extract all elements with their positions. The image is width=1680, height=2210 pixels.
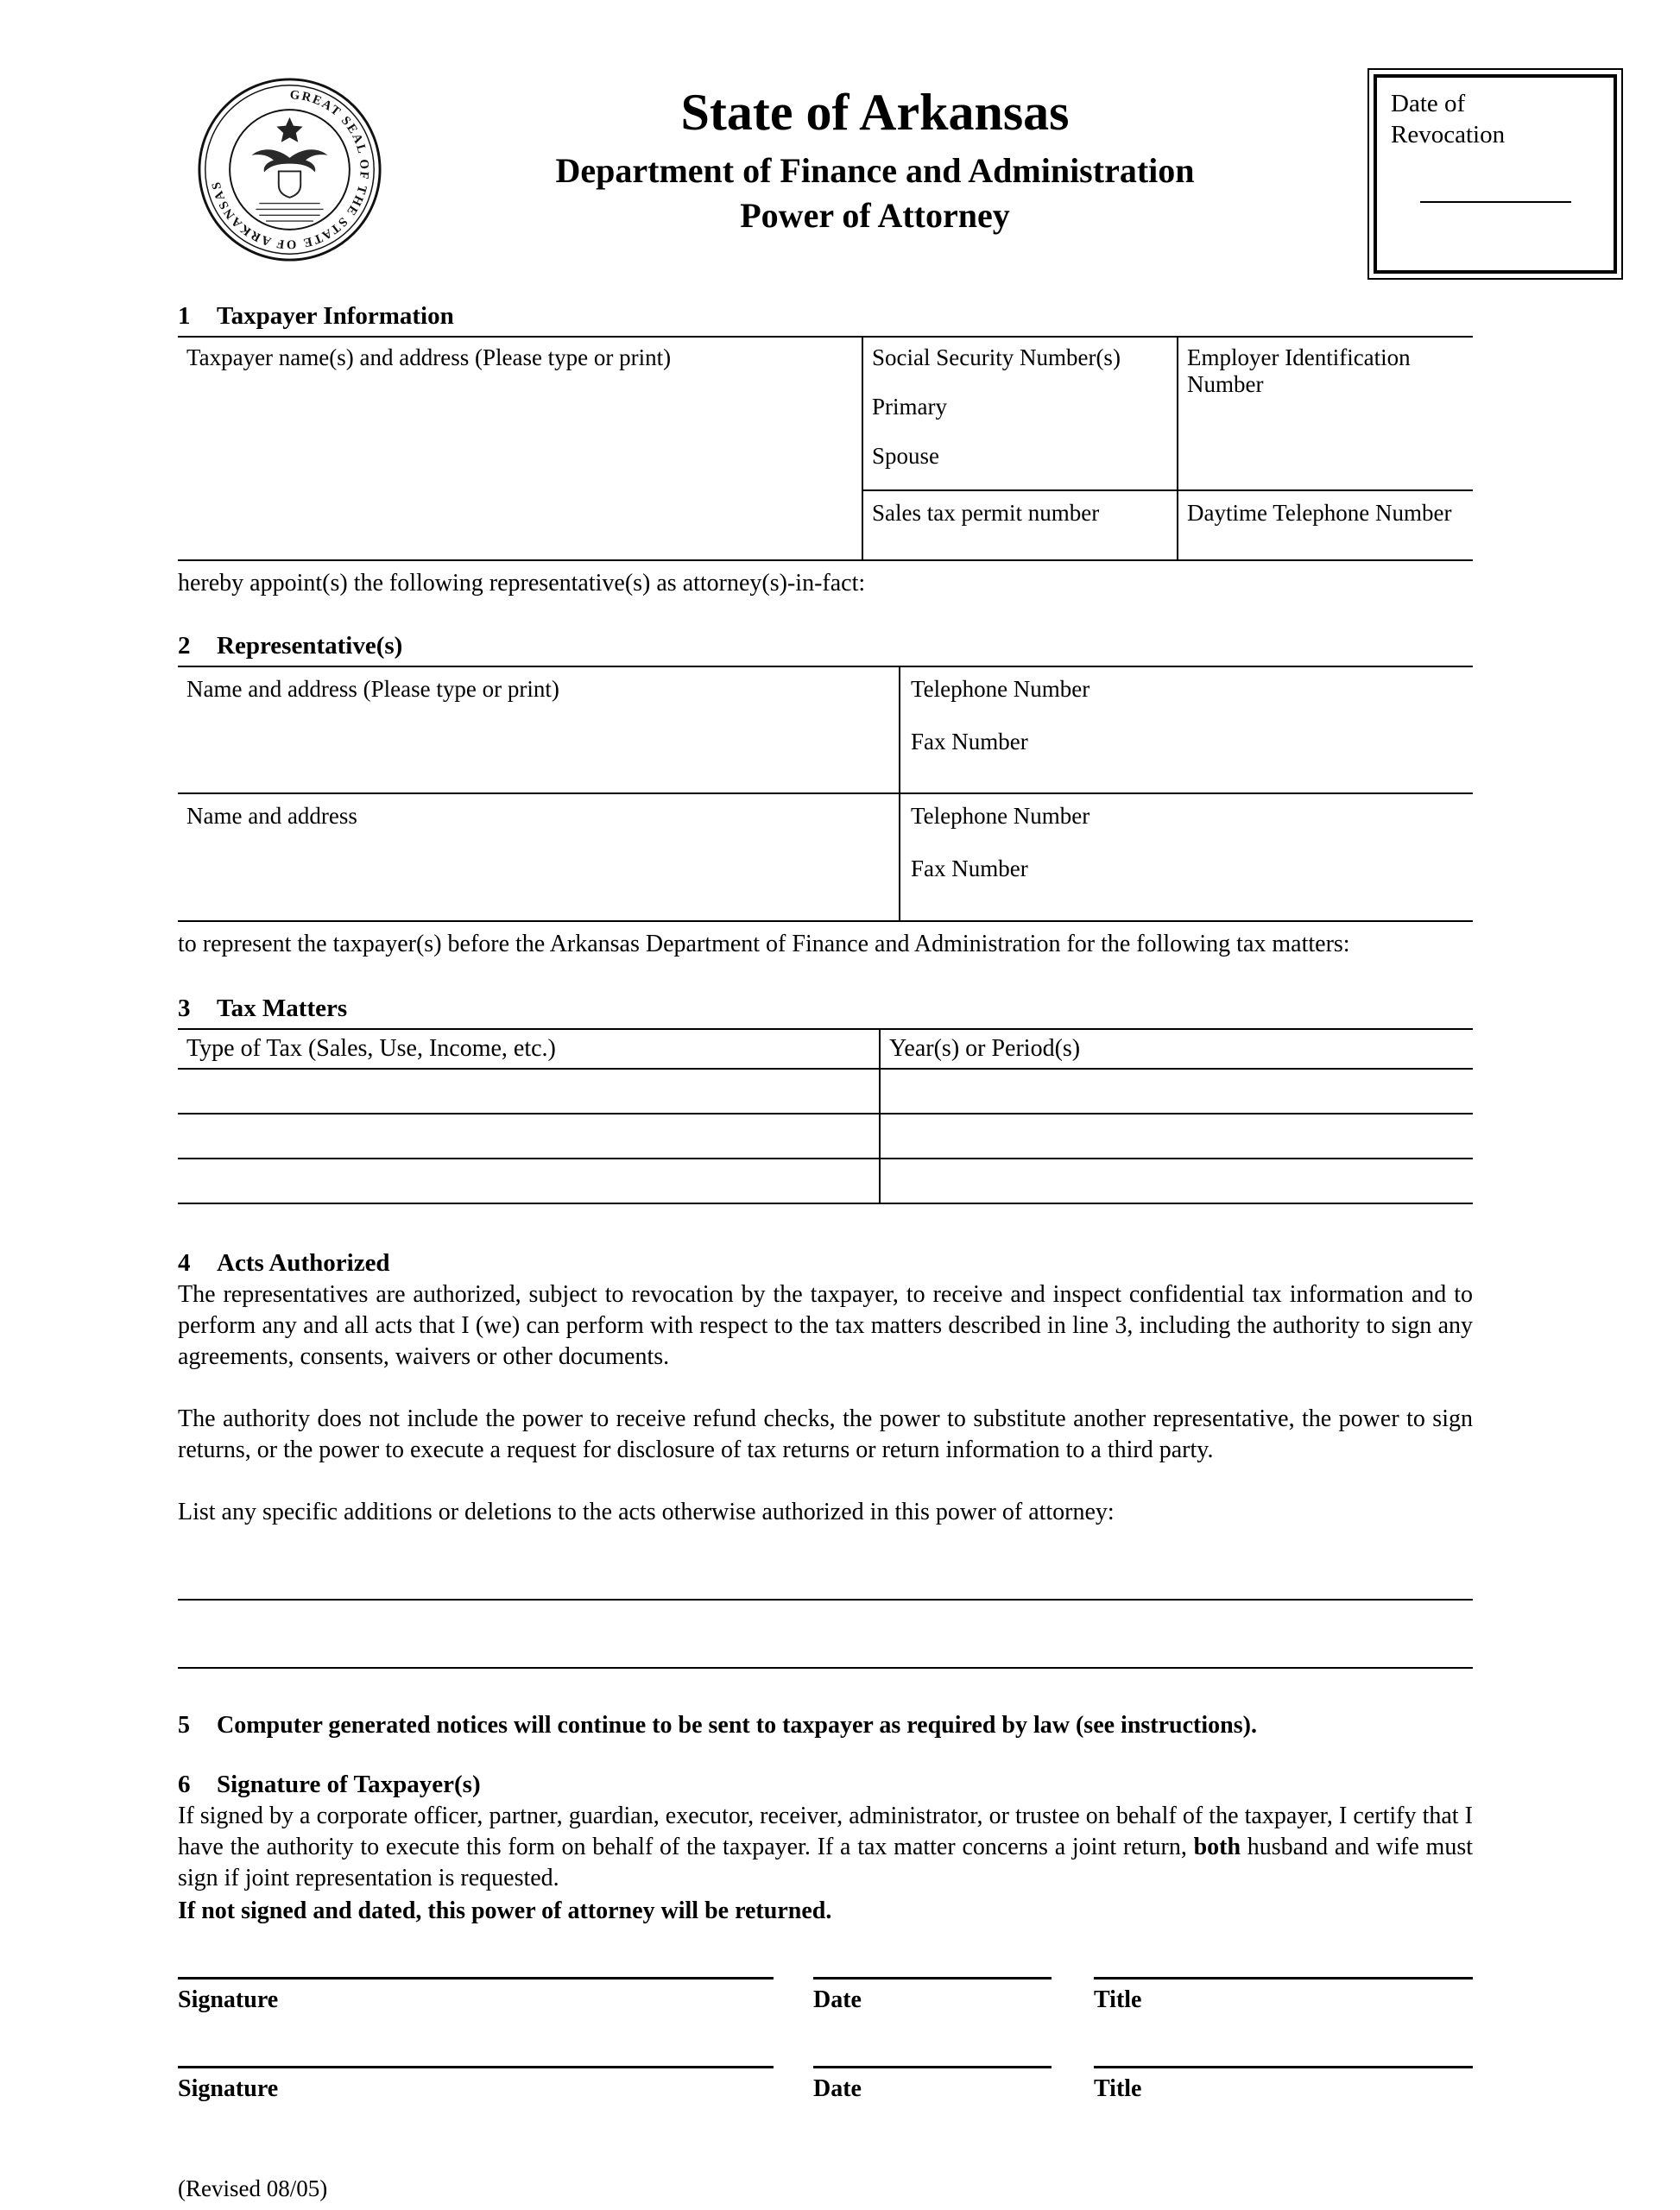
- tax-period-row1-cell[interactable]: [881, 1070, 1473, 1114]
- taxpayer-info-table: [178, 338, 1473, 561]
- section4-heading: Acts Authorized: [217, 1249, 390, 1277]
- ssn-cell[interactable]: [863, 338, 1178, 491]
- ein-label: Employer Identification Number: [1187, 344, 1411, 397]
- section2-title: [178, 632, 1473, 667]
- section6-title: [178, 1771, 1473, 1799]
- tax-type-header: [178, 1030, 881, 1070]
- ssn-label: Social Security Number(s): [872, 344, 1121, 370]
- signature-instructions-part1: If signed by a corporate officer, partner, guardian, executor, receiver, administrator, or trustee on behalf of the taxpayer, I certify that I have the authority to execute this form on behalf of the taxpayer. If a tax matter concerns a joint return,: [178, 1803, 1473, 1860]
- svg-text:GREAT SEAL OF THE STATE OF ARK: [209, 88, 370, 250]
- title1-blank-line[interactable]: [1094, 1977, 1473, 1980]
- state-title: State of Arkansas: [680, 84, 1070, 141]
- date1-field: [813, 1977, 1052, 2014]
- taxpayer-name-address-label: Taxpayer name(s) and address (Please type or print): [186, 344, 672, 370]
- rep2-name-address-cell[interactable]: [178, 794, 900, 920]
- seal-star-icon: [276, 117, 302, 142]
- rep1-name-address-label: Name and address (Please type or print): [186, 676, 559, 702]
- date1-label: Date: [813, 1986, 862, 2013]
- signature-instructions: [178, 1801, 1473, 1894]
- daytime-phone-cell[interactable]: [1178, 491, 1473, 559]
- signature2-blank-line[interactable]: [178, 2066, 774, 2068]
- section2-heading: Representative(s): [217, 632, 403, 660]
- date-of-revocation-box: [1367, 68, 1623, 280]
- signature1-field: [178, 1977, 774, 2014]
- daytime-phone-label: Daytime Telephone Number: [1187, 500, 1452, 526]
- additions-deletions-blank-line-1[interactable]: [178, 1599, 1473, 1601]
- section-signature-of-taxpayers: [178, 1771, 1473, 2103]
- date1-blank-line[interactable]: [813, 1977, 1052, 1980]
- tax-type-row2-cell[interactable]: [178, 1114, 881, 1159]
- acts-authorized-para2: The authority does not include the power to receive refund checks, the power to substitute another representative, the power to sign returns, or the power to execute a request for disclosure of tax returns or return information to a third party.: [178, 1405, 1473, 1463]
- section-computer-notices: [178, 1712, 1473, 1740]
- section2-number: 2: [178, 632, 191, 660]
- section-acts-authorized: [178, 1249, 1473, 1669]
- date2-label: Date: [813, 2075, 862, 2102]
- appoint-text: hereby appoint(s) the following representative(s) as attorney(s)-in-fact:: [178, 570, 866, 597]
- signature-instructions-part2: husband and wife must sign if joint representation is requested.: [178, 1834, 1473, 1891]
- rep2-contact-cell[interactable]: [900, 794, 1473, 920]
- date-of-revocation-label: Date of Revocation: [1391, 90, 1506, 149]
- section4-number: 4: [178, 1249, 191, 1277]
- tax-period-header: [881, 1030, 1473, 1070]
- taxpayer-name-address-cell[interactable]: [178, 338, 863, 559]
- title1-field: [1094, 1977, 1473, 2014]
- section6-heading: Signature of Taxpayer(s): [217, 1771, 481, 1798]
- section3-number: 3: [178, 994, 191, 1022]
- seal-text: GREAT SEAL OF THE STATE OF ARKANSAS: [209, 88, 371, 251]
- revocation-date-blank[interactable]: [1420, 201, 1571, 203]
- ssn-spouse-label: Spouse: [872, 443, 940, 469]
- section-taxpayer-information: [178, 302, 1473, 597]
- not-signed-warning: If not signed and dated, this power of attorney will be returned.: [178, 1897, 832, 1924]
- signature-row-1: [178, 1977, 1473, 2014]
- rep1-fax-label: Fax Number: [911, 729, 1028, 755]
- section4-title: [178, 1249, 1473, 1278]
- section5-number: 5: [178, 1712, 190, 1739]
- acts-authorized-para3: List any specific additions or deletions to the acts otherwise authorized in this power of attorney:: [178, 1499, 1115, 1525]
- section1-number: 1: [178, 302, 191, 330]
- rep1-name-address-cell[interactable]: [178, 667, 900, 794]
- date2-field: [813, 2066, 1052, 2103]
- tax-period-row2-cell[interactable]: [881, 1114, 1473, 1159]
- acts-authorized-para1: The representatives are authorized, subject to revocation by the taxpayer, to receive and inspect confidential tax information and to perform any and all acts that I (we) can perform with respect to the tax matters described in line 3, including the authority to sign any agreements, consents, waivers or other documents.: [178, 1281, 1473, 1370]
- arkansas-state-seal-icon: [197, 77, 382, 262]
- rep2-phone-label: Telephone Number: [911, 803, 1090, 829]
- tax-type-row3-cell[interactable]: [178, 1159, 881, 1204]
- rep2-fax-label: Fax Number: [911, 856, 1028, 881]
- department-title: Department of Finance and Administration: [555, 151, 1195, 190]
- rep1-phone-label: Telephone Number: [911, 676, 1090, 702]
- signature2-field: [178, 2066, 774, 2103]
- represent-text: to represent the taxpayer(s) before the Arkansas Department of Finance and Administration for the following tax matters:: [178, 931, 1350, 957]
- signature-instructions-bold-word: both: [1193, 1834, 1241, 1860]
- tax-period-row3-cell[interactable]: [881, 1159, 1473, 1204]
- form-name: Power of Attorney: [740, 196, 1010, 235]
- signature1-label: Signature: [178, 1986, 279, 2013]
- seal-shield-icon: [279, 171, 300, 197]
- section1-title: [178, 302, 1473, 338]
- section5-text: Computer generated notices will continue to be sent to taxpayer as required by law (see instructions).: [217, 1712, 1257, 1739]
- revision-note: (Revised 08/05): [178, 2175, 328, 2201]
- section6-number: 6: [178, 1771, 191, 1798]
- title2-blank-line[interactable]: [1094, 2066, 1473, 2068]
- title2-field: [1094, 2066, 1473, 2103]
- signature2-label: Signature: [178, 2075, 279, 2102]
- tax-matters-table: [178, 1030, 1473, 1204]
- section-representatives: [178, 632, 1473, 958]
- section-tax-matters: [178, 994, 1473, 1204]
- form-header: [178, 68, 1506, 280]
- section3-heading: Tax Matters: [217, 994, 348, 1022]
- representatives-table: [178, 667, 1473, 922]
- tax-type-row1-cell[interactable]: [178, 1070, 881, 1114]
- ssn-primary-label: Primary: [872, 394, 947, 420]
- additions-deletions-blank-line-2[interactable]: [178, 1667, 1473, 1669]
- signature-row-2: [178, 2066, 1473, 2103]
- sales-tax-permit-cell[interactable]: [863, 491, 1178, 559]
- rep2-name-address-label: Name and address: [186, 803, 357, 829]
- tax-type-header-label: Type of Tax (Sales, Use, Income, etc.): [186, 1035, 556, 1062]
- section1-heading: Taxpayer Information: [217, 302, 454, 330]
- rep1-contact-cell[interactable]: [900, 667, 1473, 794]
- ein-cell[interactable]: [1178, 338, 1473, 491]
- signature1-blank-line[interactable]: [178, 1977, 774, 1980]
- section3-title: [178, 994, 1473, 1030]
- date2-blank-line[interactable]: [813, 2066, 1052, 2068]
- seal-engraving-lines: [256, 204, 323, 222]
- title2-label: Title: [1094, 2075, 1142, 2102]
- sales-tax-permit-label: Sales tax permit number: [872, 500, 1100, 526]
- seal-eagle-icon: [252, 149, 328, 172]
- tax-period-header-label: Year(s) or Period(s): [889, 1035, 1081, 1062]
- form-title-block: [382, 68, 1367, 235]
- title1-label: Title: [1094, 1986, 1142, 2013]
- date-of-revocation-inner: [1374, 74, 1617, 274]
